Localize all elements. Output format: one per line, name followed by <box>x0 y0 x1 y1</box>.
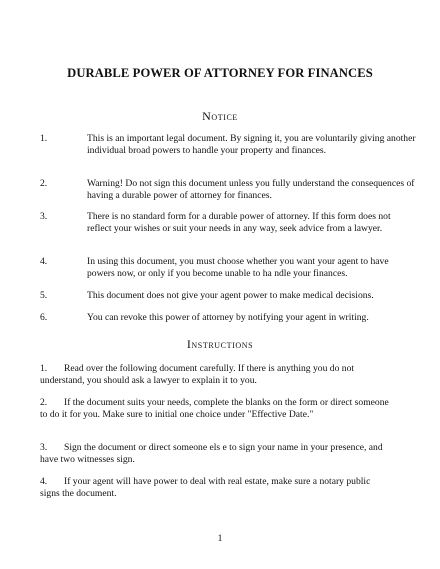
instruction-item-text: Read over the following document carefully. If there is anything you do not understand, you should ask a lawyer to explain it to you. <box>40 363 355 386</box>
instruction-item-text: If your agent will have power to deal with real estate, make sure a notary public signs the document. <box>40 476 371 499</box>
notice-item-text: This document does not give your agent power to make medical decisions. <box>87 290 374 301</box>
instruction-item-text: Sign the document or direct someone els e to sign your name in your presence, and have two witnesses sign. <box>40 442 383 465</box>
instructions-heading: Instructions <box>186 337 254 351</box>
notice-item-number: 4. <box>40 256 48 267</box>
instruction-item-2 <box>40 397 392 420</box>
instruction-item-4 <box>40 476 392 499</box>
notice-item-text: This is an important legal document. By signing it, you are voluntarily giving another individual broad powers to handle your property and finances. <box>87 133 416 156</box>
instruction-item-number: 1. <box>40 363 48 374</box>
notice-item-number: 5. <box>40 290 48 301</box>
notice-item-text: Warning! Do not sign this document unless you fully understand the consequences of having a durable power of attorney for finances. <box>87 178 415 201</box>
page-number: 1 <box>217 533 223 544</box>
instruction-item-3 <box>40 442 392 465</box>
notice-item-text: In using this document, you must choose whether you want your agent to have powers now, or only if you become unable to ha ndle your finances. <box>87 256 389 279</box>
instruction-item-number: 2. <box>40 397 48 408</box>
document-title: DURABLE POWER OF ATTORNEY FOR FINANCES <box>67 66 373 80</box>
notice-item-number: 3. <box>40 211 48 222</box>
instruction-item-number: 4. <box>40 476 48 487</box>
notice-item-number: 2. <box>40 178 48 189</box>
notice-item-number: 1. <box>40 133 48 144</box>
notice-item-text: There is no standard form for a durable power of attorney. If this form does not reflect your wishes or suit your needs in any way, seek advice from a lawyer. <box>87 211 391 234</box>
notice-heading: Notice <box>202 109 238 123</box>
instruction-item-1 <box>40 363 392 386</box>
notice-item-number: 6. <box>40 312 48 323</box>
instruction-item-text: If the document suits your needs, complete the blanks on the form or direct someone to do it for you. Make sure to initial one choice under "Effective Date." <box>40 397 389 420</box>
instruction-item-number: 3. <box>40 442 48 453</box>
notice-item-text: You can revoke this power of attorney by notifying your agent in writing. <box>87 312 369 323</box>
